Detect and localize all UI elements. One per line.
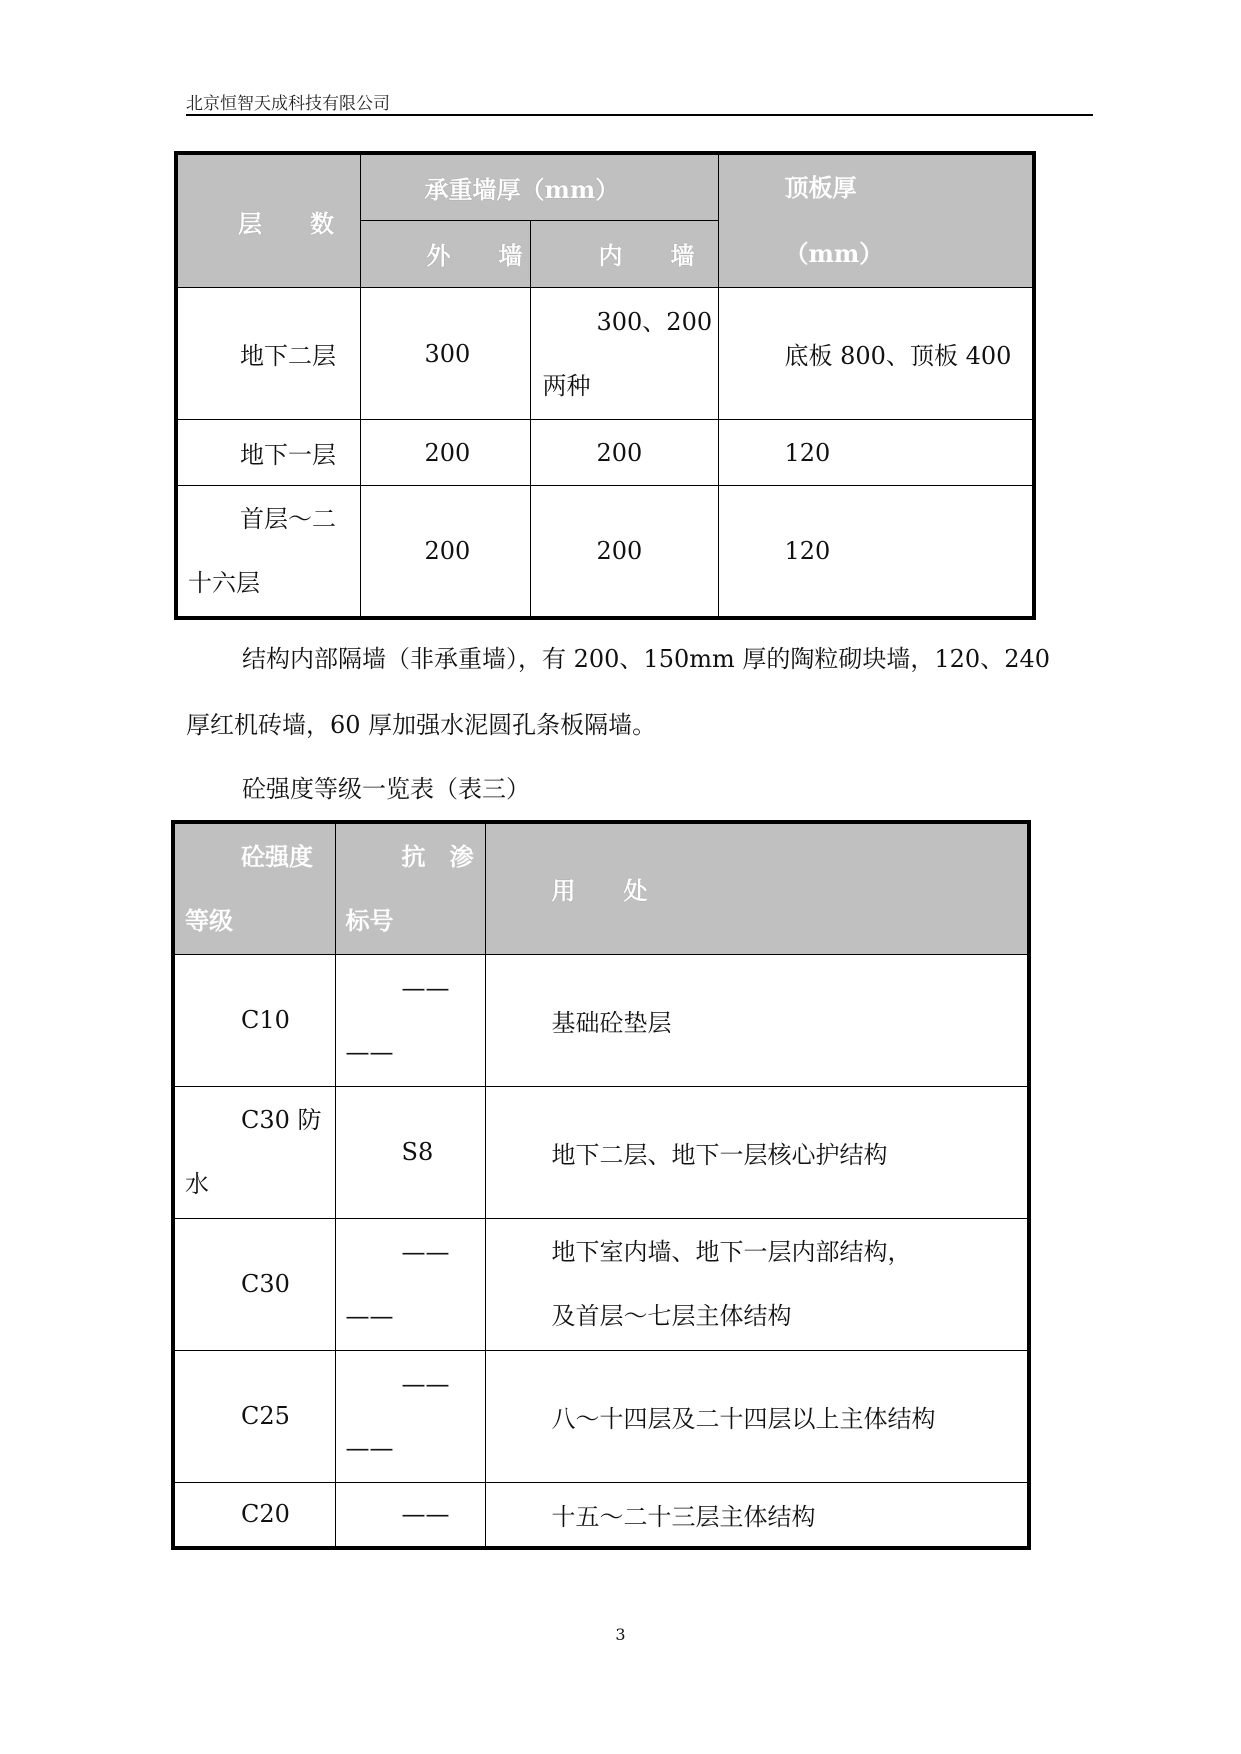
table-row <box>176 486 1034 618</box>
table-row <box>176 288 1034 420</box>
cell-seepage: —— —— <box>335 954 485 1086</box>
cell-floor: 首层～二 十六层 <box>176 486 360 618</box>
cell-grade: C30 防 水 <box>173 1086 335 1218</box>
header-inner-wall: 内 墙 <box>530 220 718 287</box>
wall-thickness-table <box>174 151 1036 620</box>
cell-usage: 地下室内墙、地下一层内部结构， 及首层～七层主体结构 <box>485 1218 1029 1350</box>
cell-grade: C20 <box>173 1482 335 1548</box>
cell-outer: 200 <box>360 486 530 618</box>
cell-usage: 十五～二十三层主体结构 <box>485 1482 1029 1548</box>
cell-outer: 200 <box>360 420 530 486</box>
header-bearing-wall: 承重墙厚（mm） <box>360 153 718 220</box>
concrete-grade-table <box>171 820 1031 1550</box>
cell-grade: C10 <box>173 954 335 1086</box>
header-company: 北京恒智天成科技有限公司 <box>186 94 390 114</box>
cell-inner: 200 <box>530 420 718 486</box>
cell-seepage: —— —— <box>335 1218 485 1350</box>
paragraph-line-1: 结构内部隔墙（非承重墙），有 200、150mm 厚的陶粒砌块墙，120、240 <box>242 645 1051 673</box>
cell-roof: 120 <box>718 420 1034 486</box>
header-outer-wall: 外 墙 <box>360 220 530 287</box>
cell-outer: 300 <box>360 288 530 420</box>
cell-floor: 地下一层 <box>176 420 360 486</box>
cell-roof: 120 <box>718 486 1034 618</box>
cell-seepage: —— <box>335 1482 485 1548</box>
concrete-caption: 砼强度等级一览表（表三） <box>242 775 530 803</box>
table-row <box>173 1218 1029 1350</box>
header-floors: 层 数 <box>176 153 360 288</box>
cell-seepage: —— —— <box>335 1350 485 1482</box>
cell-inner: 200 <box>530 486 718 618</box>
header-grade: 砼强度 等级 <box>173 822 335 954</box>
cell-grade: C25 <box>173 1350 335 1482</box>
table-row <box>173 1482 1029 1548</box>
cell-seepage: S8 <box>335 1086 485 1218</box>
header-usage: 用 处 <box>485 822 1029 954</box>
cell-usage: 基础砼垫层 <box>485 954 1029 1086</box>
cell-grade: C30 <box>173 1218 335 1350</box>
cell-floor: 地下二层 <box>176 288 360 420</box>
table-row <box>173 1350 1029 1482</box>
paragraph-line-2: 厚红机砖墙，60 厚加强水泥圆孔条板隔墙。 <box>186 711 657 739</box>
cell-inner: 300、200 两种 <box>530 288 718 420</box>
table-row <box>173 954 1029 1086</box>
header-seepage: 抗 渗 标号 <box>335 822 485 954</box>
cell-usage: 八～十四层及二十四层以上主体结构 <box>485 1350 1029 1482</box>
table-row <box>176 420 1034 486</box>
header-roof: 顶板厚 （mm） <box>718 153 1034 288</box>
cell-usage: 地下二层、地下一层核心护结构 <box>485 1086 1029 1218</box>
header-rule <box>186 114 1093 116</box>
table-row <box>173 1086 1029 1218</box>
cell-roof: 底板 800、顶板 400 <box>718 288 1034 420</box>
page-number: 3 <box>615 1625 626 1644</box>
